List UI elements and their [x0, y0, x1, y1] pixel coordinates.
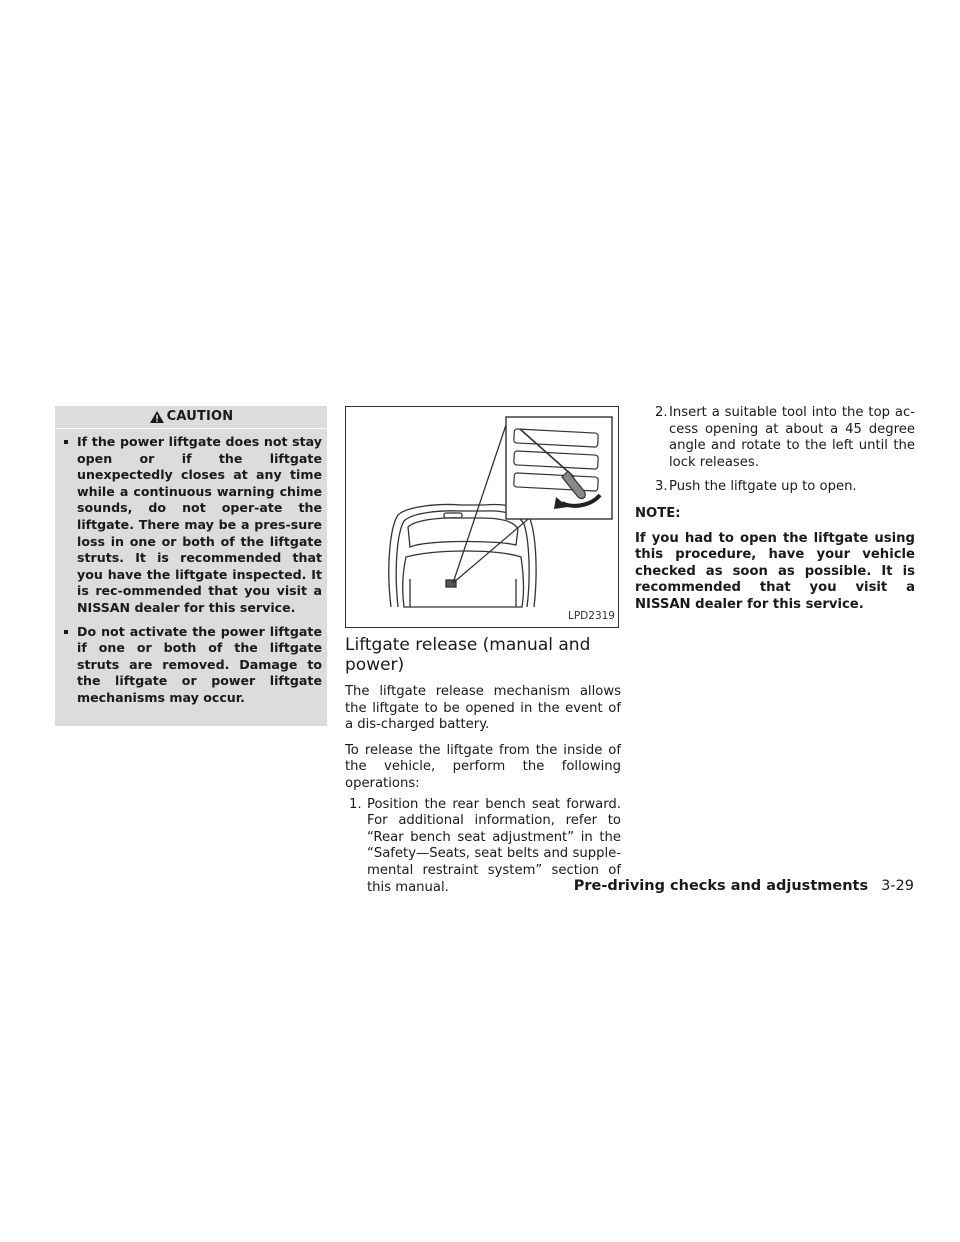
content-column-middle	[345, 406, 621, 904]
figure-label: LPD2319	[568, 610, 615, 623]
caution-box	[55, 406, 327, 726]
liftgate-illustration	[346, 407, 618, 627]
page-footer	[574, 878, 914, 894]
step-text: Push the liftgate up to open.	[669, 479, 857, 495]
warning-triangle-icon	[149, 410, 165, 424]
step-number: 3.	[655, 479, 668, 495]
step-item	[635, 405, 915, 471]
step-item	[635, 479, 915, 496]
section-lead: To release the liftgate from the inside of the vehicle, perform the following operations:	[345, 742, 621, 791]
step-text: Insert a suitable tool into the top ac-cess opening at about a 45 degree angle and rotate to the left until the lock releases.	[669, 405, 915, 470]
step-number: 2.	[655, 405, 668, 420]
footer-section-title: Pre-driving checks and adjustments	[573, 878, 869, 894]
steps-list-part2	[635, 405, 915, 496]
liftgate-figure	[345, 406, 619, 628]
page-number: 3-29	[881, 878, 914, 894]
note-heading: NOTE:	[635, 505, 681, 521]
section-title: Liftgate release (manual and power)	[345, 635, 591, 675]
caution-header	[55, 406, 327, 429]
step-number: 1.	[349, 796, 362, 812]
caution-title: CAUTION	[166, 408, 234, 424]
content-column-right	[635, 405, 915, 614]
caution-list	[55, 429, 327, 707]
caution-item: If the power liftgate does not stay open or if the liftgate unexpectedly closes at any time while a continuous warning chime sounds, do not oper-ate the liftgate. There may be a pres-sure loss in one or both of the liftgate struts. It is recommended that you have the liftgate inspected. It is rec-ommended that you visit a NISSAN dealer for this service.	[63, 434, 322, 617]
caution-column	[55, 406, 327, 726]
section-intro: The liftgate release mechanism allows the liftgate to be opened in the event of a dis-charged battery.	[345, 684, 621, 733]
step-text: Position the rear bench seat forward. For additional information, refer to “Rear bench seat adjustment” in the “Safety—Seats, seat belts and supple-mental restraint system” section of this manual.	[367, 796, 621, 895]
caution-item: Do not activate the power liftgate if one or both of the liftgate struts are removed. Damage to the liftgate or power liftgate mechanisms may occur.	[63, 624, 322, 707]
note-body: If you had to open the liftgate using this procedure, have your vehicle checked as soon as possible. It is recommended that you visit a NISSAN dealer for this service.	[635, 530, 915, 612]
